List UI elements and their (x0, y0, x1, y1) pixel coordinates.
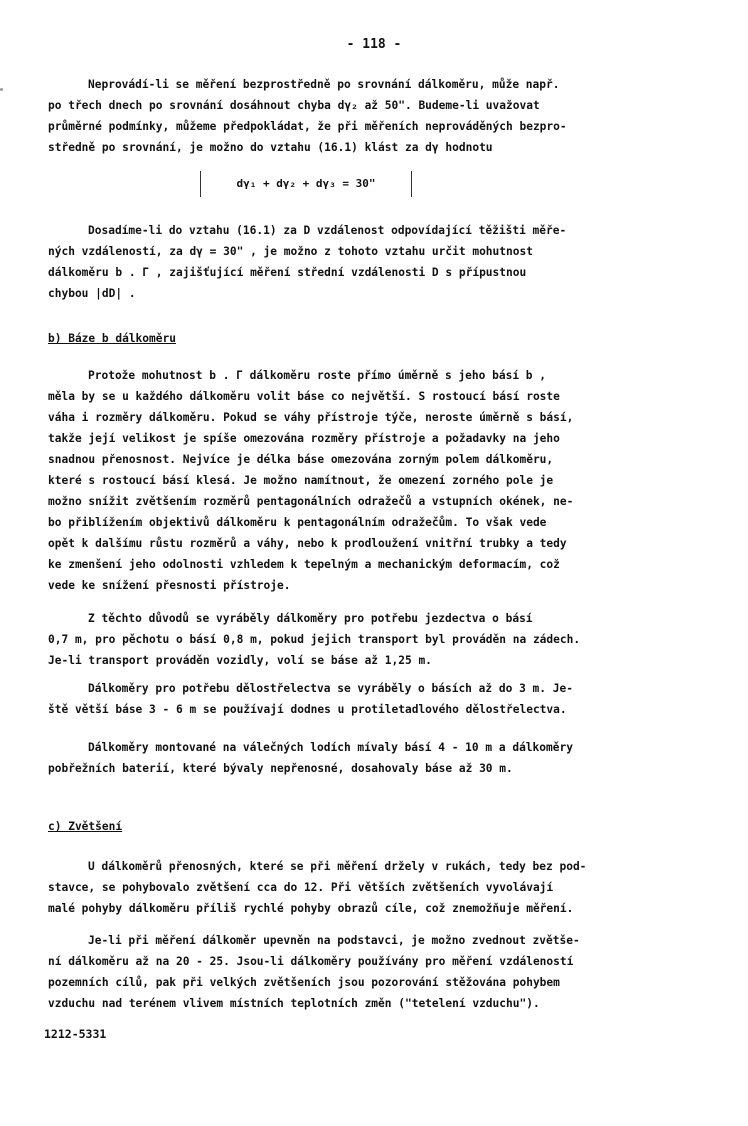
paragraph-4 (48, 608, 720, 671)
text-line: které s rostoucí básí klesá. Je možno namítnout, že omezení zorného pole je (48, 474, 554, 487)
text-line: ště větší báse 3 - 6 m se používají dodnes u protiletadlového dělostřelectva. (48, 703, 567, 716)
text-line: snadnou přenosnost. Nejvíce je délka báse omezována zorným polem dálkoměru, (48, 453, 554, 466)
paragraph-5 (48, 678, 720, 720)
scan-speck (0, 88, 3, 91)
text-line: možno snížit zvětšením rozměrů pentagonálních odražečů a vstupních okének, ne- (48, 495, 574, 508)
text-line: vzduchu nad terénem vlivem místních teplotních změn ("tetelení vzduchu"). (48, 997, 540, 1010)
text-line: dálkoměru b . Γ , zajišťující měření střední vzdálenosti D s přípustnou (48, 266, 527, 279)
page-number: - 118 - (346, 37, 402, 52)
text-line: Dálkoměry montované na válečných lodích mívaly básí 4 - 10 m a dálkoměry (88, 741, 573, 754)
text-line: po třech dnech po srovnání dosáhnout chyba dγ₂ až 50". Budeme-li uvažovat (48, 99, 540, 112)
section-b-heading-wrap (48, 328, 720, 349)
text-line: středně po srovnání, je možno do vztahu (16.1) klást za dγ hodnotu (48, 141, 493, 154)
text-line: Je-li transport prováděn vozidly, volí se báse až 1,25 m. (48, 654, 432, 667)
text-line: pobřežních baterií, které bývaly nepřenosné, dosahovaly báse až 30 m. (48, 762, 513, 775)
text-line: Je-li při měření dálkoměr upevněn na podstavci, je možno zvednout zvětše- (88, 934, 580, 947)
paragraph-8 (48, 930, 720, 1014)
paragraph-3 (48, 365, 720, 596)
text-line: Neprovádí-li se měření bezprostředně po srovnání dálkoměru, může např. (88, 78, 560, 91)
text-line: U dálkoměrů přenosných, které se při měření držely v rukách, tedy bez pod- (88, 860, 587, 873)
paragraph-2 (48, 220, 720, 304)
paragraph-7 (48, 856, 720, 919)
text-line: Z těchto důvodů se vyráběly dálkoměry pro potřebu jezdectva o básí (88, 612, 533, 625)
text-line: Dálkoměry pro potřebu dělostřelectva se vyráběly o básích až do 3 m. Je- (88, 682, 573, 695)
text-line: průměrné podmínky, můžeme předpokládat, že při měřeních neprováděných bezpro- (48, 120, 567, 133)
document-code: 1212-5331 (44, 1027, 107, 1041)
formula-box: dγ₁ + dγ₂ + dγ₃ = 30" (200, 171, 412, 197)
text-line: opět k dalšímu růstu rozměrů a váhy, nebo k prodloužení vnitřní trubky a tedy (48, 537, 567, 550)
text-line: ných vzdáleností, za dγ = 30" , je možno z tohoto vztahu určit mohutnost (48, 245, 533, 258)
text-line: stavce, se pohybovalo zvětšení cca do 12. Při větších zvětšeních vyvolávají (48, 881, 554, 894)
paragraph-1 (48, 74, 720, 158)
text-line: chybou |dD| . (48, 287, 136, 300)
text-line: vede ke snížení přesnosti přístroje. (48, 579, 291, 592)
text-line: ke zmenšení jeho odolnosti vzhledem k tepelným a mechanickým deformacím, což (48, 558, 560, 571)
text-line: Protože mohutnost b . Γ dálkoměru roste přímo úměrně s jeho básí b , (88, 369, 547, 382)
section-c-heading-wrap (48, 816, 720, 837)
section-heading: c) Zvětšení (48, 820, 123, 833)
text-line: bo přiblížením objektivů dálkoměru k pentagonálním odražečům. To však vede (48, 516, 547, 529)
text-line: ní dálkoměru až na 20 - 25. Jsou-li dálkoměry používány pro měření vzdáleností (48, 955, 574, 968)
text-line: malé pohyby dálkoměru příliš rychlé pohyby obrazů cíle, což znemožňuje měření. (48, 902, 574, 915)
text-line: takže její velikost je spíše omezována rozměry přístroje a požadavky na jeho (48, 432, 560, 445)
text-line: 0,7 m, pro pěchotu o básí 0,8 m, pokud jejich transport byl prováděn na zádech. (48, 633, 581, 646)
text-line: pozemních cílů, pak při velkých zvětšeních jsou pozorování stěžována pohybem (48, 976, 560, 989)
text-line: váha i rozměry dálkoměru. Pokud se váhy přístroje týče, neroste úměrně s básí, (48, 411, 574, 424)
text-line: Dosadíme-li do vztahu (16.1) za D vzdálenost odpovídající těžišti měře- (88, 224, 567, 237)
paragraph-6 (48, 737, 720, 779)
section-heading: b) Báze b dálkoměru (48, 332, 176, 345)
text-line: měla by se u každého dálkoměru volit báse co největší. S rostoucí básí roste (48, 390, 560, 403)
